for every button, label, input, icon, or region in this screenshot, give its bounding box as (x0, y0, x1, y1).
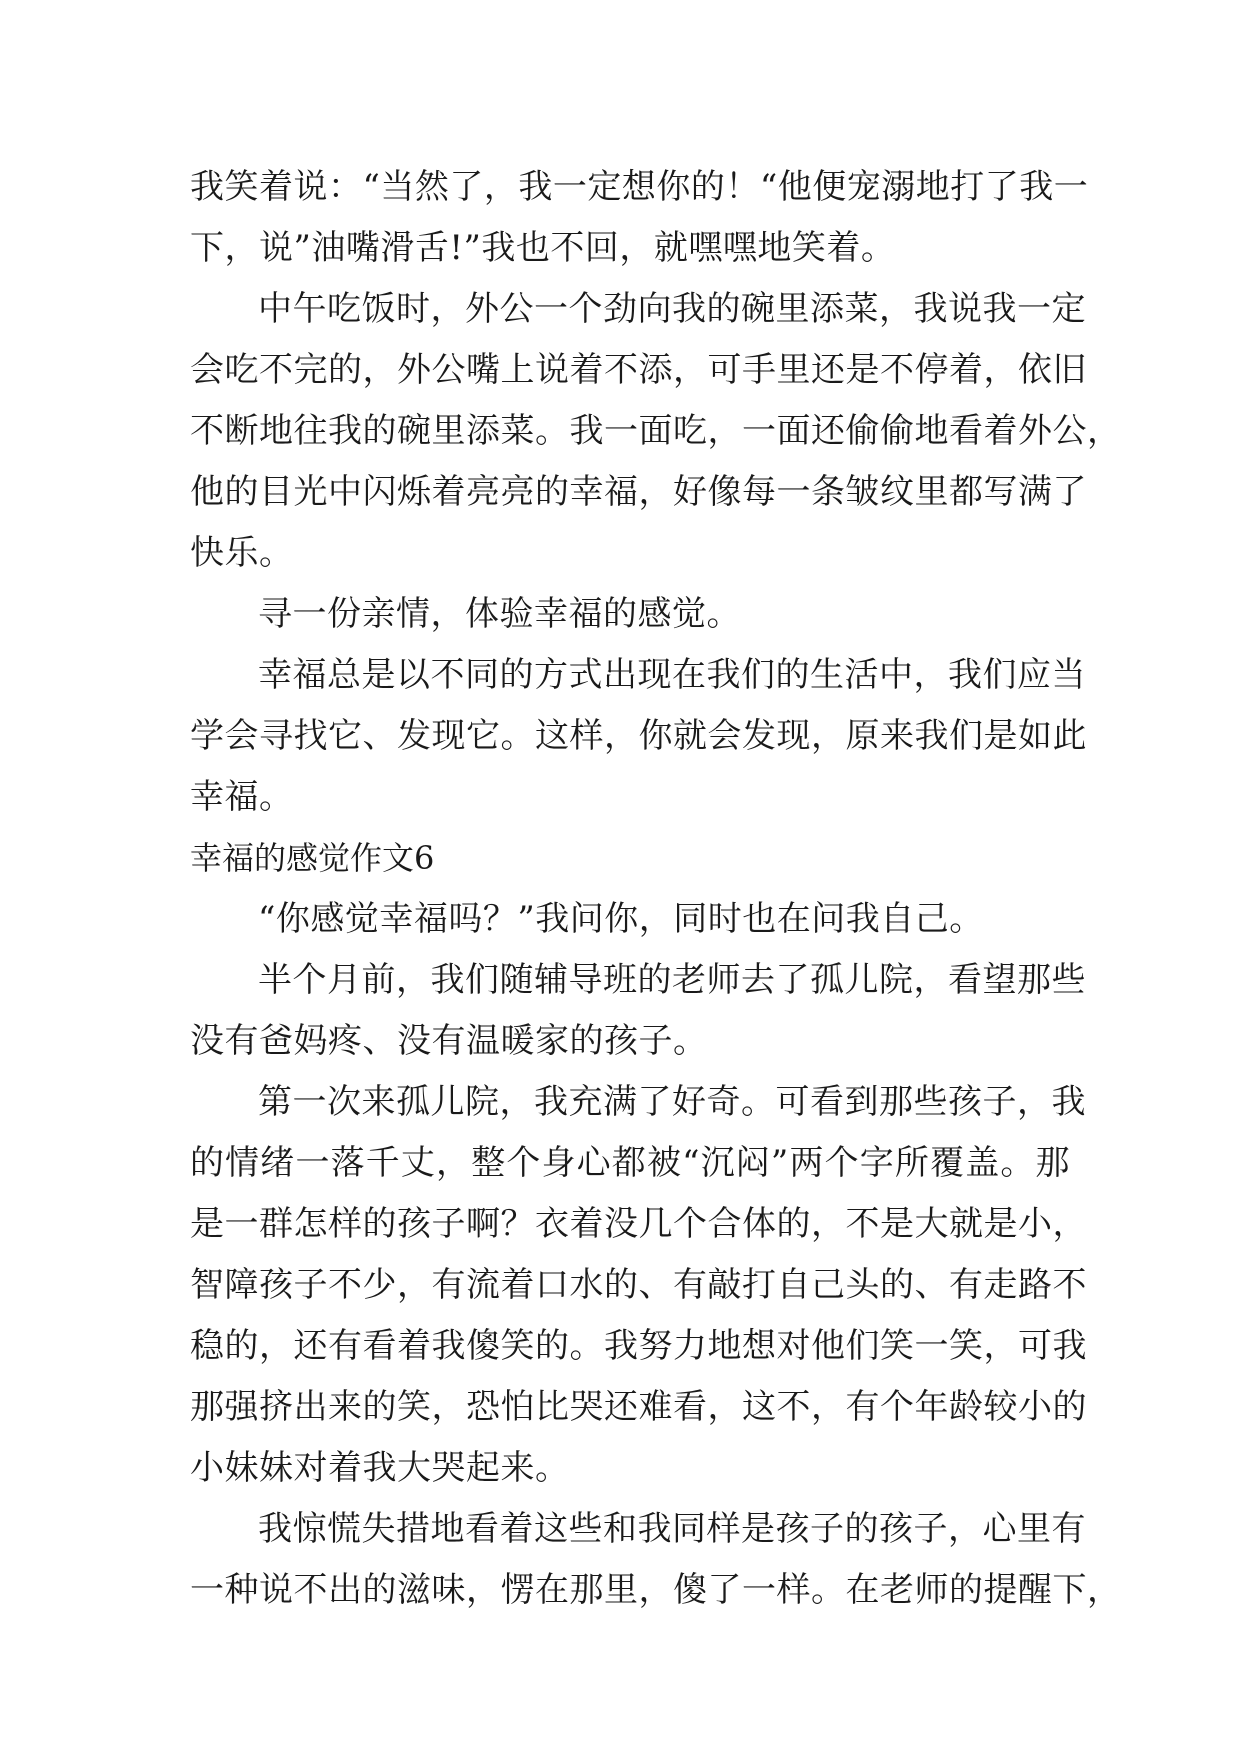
text-line: 学会寻找它、发现它。这样，你就会发现，原来我们是如此 (190, 716, 1087, 756)
text-line: 会吃不完的，外公嘴上说着不添，可手里还是不停着，依旧 (190, 350, 1087, 390)
text-line: 他的目光中闪烁着亮亮的幸福，好像每一条皱纹里都写满了 (190, 472, 1087, 512)
text-line: 是一群怎样的孩子啊？衣着没几个合体的，不是大就是小， (190, 1204, 1087, 1244)
text-line: 智障孩子不少，有流着口水的、有敲打自己头的、有走路不 (190, 1265, 1087, 1305)
text-line: 我惊慌失措地看着这些和我同样是孩子的孩子，心里有 (258, 1509, 1086, 1549)
text-line: 半个月前，我们随辅导班的老师去了孤儿院，看望那些 (258, 960, 1086, 1000)
text-line: 不断地往我的碗里添菜。我一面吃，一面还偷偷地看着外公， (190, 411, 1122, 451)
text-line: 幸福总是以不同的方式出现在我们的生活中，我们应当 (258, 655, 1086, 695)
text-line: 第一次来孤儿院，我充满了好奇。可看到那些孩子，我 (258, 1082, 1086, 1122)
text-line: 的情绪一落千丈，整个身心都被“沉闷”两个字所覆盖。那 (190, 1143, 1070, 1183)
text-line: 一种说不出的滋味，愣在那里，傻了一样。在老师的提醒下， (190, 1570, 1122, 1610)
text-line: 寻一份亲情，体验幸福的感觉。 (258, 594, 741, 634)
text-line: 小妹妹对着我大哭起来。 (190, 1448, 570, 1488)
text-line: “你感觉幸福吗？”我问你，同时也在问我自己。 (258, 899, 984, 939)
text-line: 稳的，还有看着我傻笑的。我努力地想对他们笑一笑，可我 (190, 1326, 1087, 1366)
text-line: 我笑着说：“当然了，我一定想你的！“他便宠溺地打了我一 (190, 167, 1089, 207)
text-line: 幸福。 (190, 777, 294, 817)
text-line: 快乐。 (190, 533, 294, 573)
document-body (190, 157, 1122, 1621)
text-line: 那强挤出来的笑，恐怕比哭还难看，这不，有个年龄较小的 (190, 1387, 1087, 1427)
text-line: 没有爸妈疼、没有温暖家的孩子。 (190, 1021, 708, 1061)
text-line: 下，说”油嘴滑舌!”我也不回，就嘿嘿地笑着。 (190, 228, 896, 268)
text-line: 中午吃饭时，外公一个劲向我的碗里添菜，我说我一定 (258, 289, 1086, 329)
section-heading: 幸福的感觉作文6 (190, 839, 435, 877)
